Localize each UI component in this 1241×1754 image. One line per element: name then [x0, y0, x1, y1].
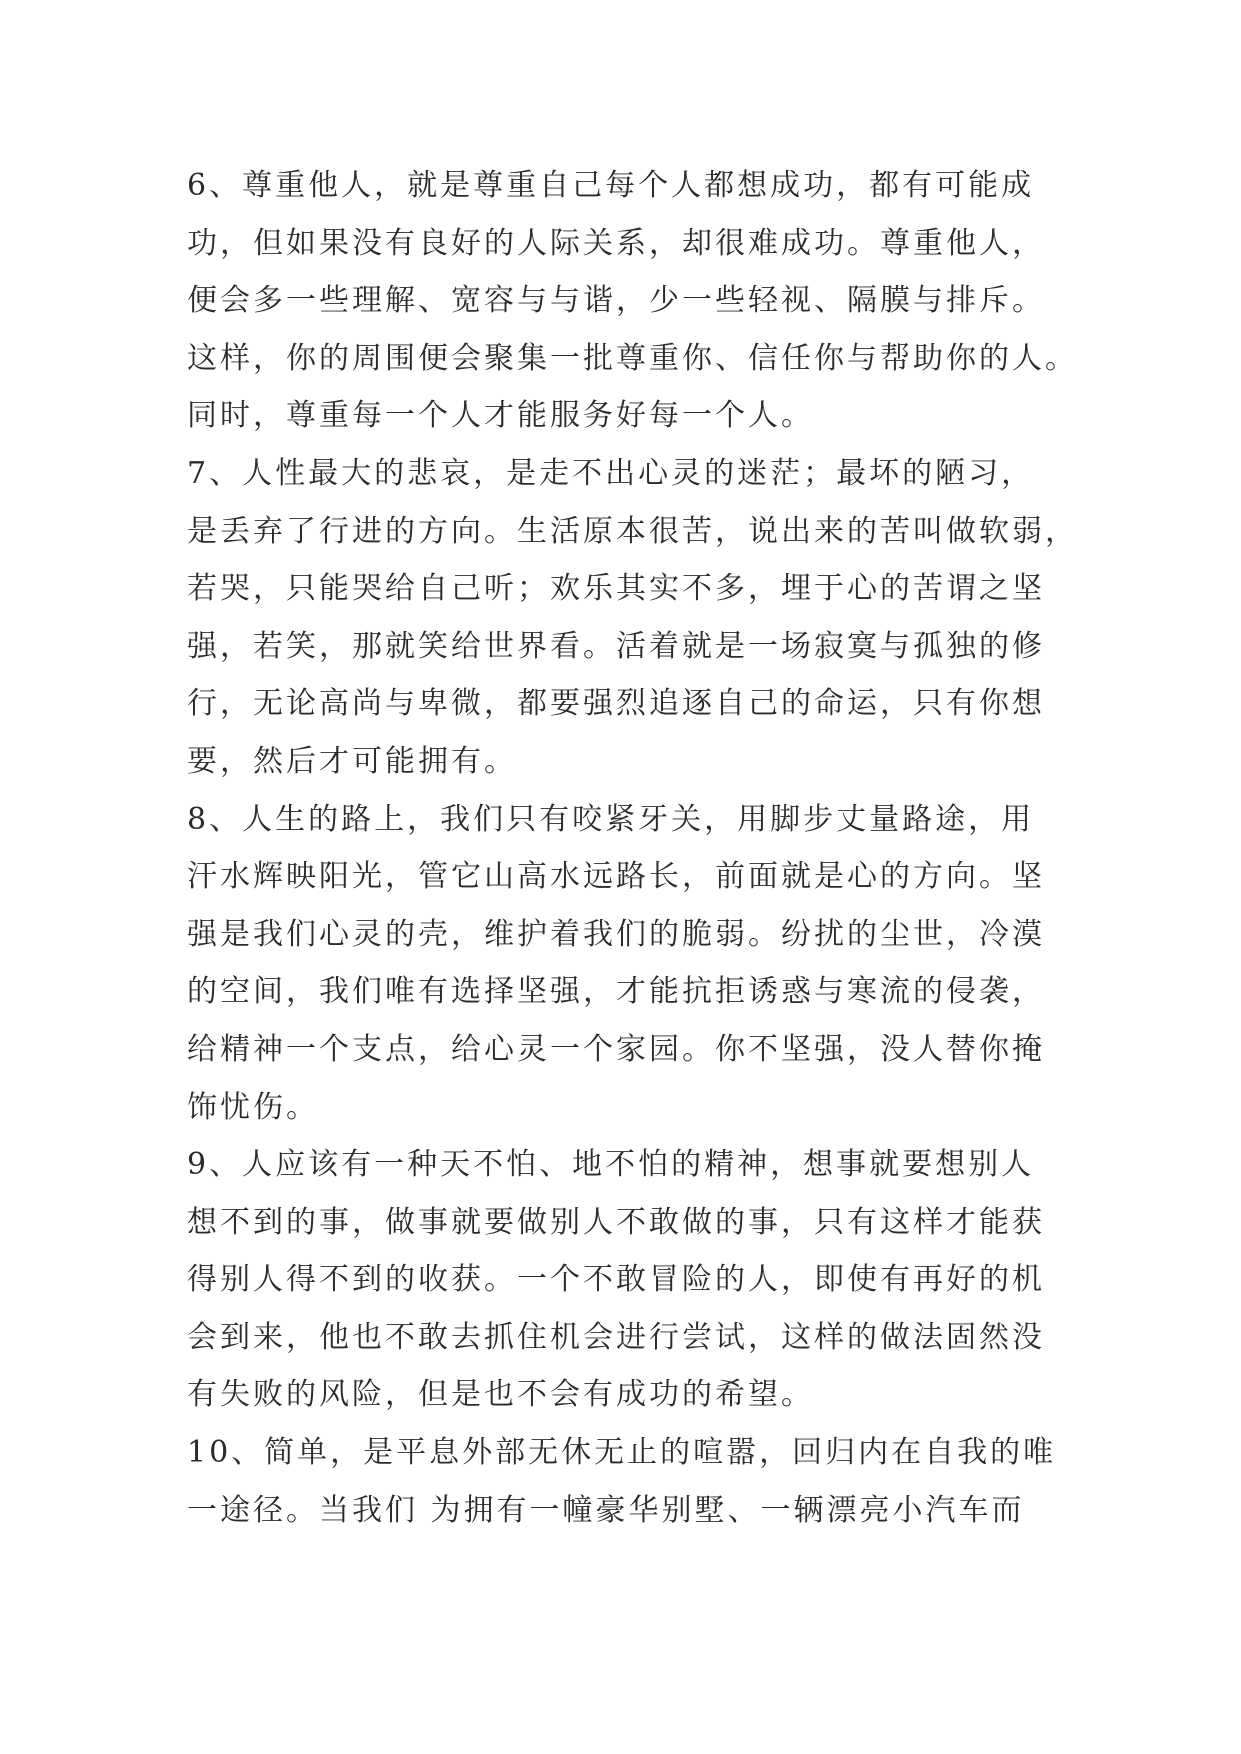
- text-line: 要，然后才可能拥有。: [187, 743, 517, 779]
- text-line: 10、简单，是平息外部无休无止的喧嚣，回归内在自我的唯: [187, 1435, 1057, 1471]
- text-line: 会到来，他也不敢去抓住机会进行尝试，这样的做法固然没: [187, 1319, 1045, 1355]
- text-line: 想不到的事，做事就要做别人不敢做的事，只有这样才能获: [187, 1204, 1045, 1240]
- text-line: 8、人生的路上，我们只有咬紧牙关，用脚步丈量路途，用: [187, 801, 1035, 837]
- text-line: 7、人性最大的悲哀，是走不出心灵的迷茫；最坏的陋习，: [187, 455, 1035, 491]
- text-line: 是丢弃了行进的方向。生活原本很苦，说出来的苦叫做软弱，: [187, 513, 1078, 549]
- text-line: 强是我们心灵的壳，维护着我们的脆弱。纷扰的尘世，冷漠: [187, 916, 1045, 952]
- text-line: 强，若笑，那就笑给世界看。活着就是一场寂寞与孤独的修: [187, 628, 1045, 664]
- text-line: 的空间，我们唯有选择坚强，才能抗拒诱惑与寒流的侵袭，: [187, 974, 1045, 1010]
- text-line: 给精神一个支点，给心灵一个家园。你不坚强，没人替你掩: [187, 1031, 1045, 1067]
- text-line: 9、人应该有一种天不怕、地不怕的精神，想事就要想别人: [187, 1147, 1035, 1183]
- text-line: 若哭，只能哭给自己听；欢乐其实不多，埋于心的苦谓之坚: [187, 571, 1045, 607]
- text-line: 同时，尊重每一个人才能服务好每一个人。: [187, 398, 814, 434]
- text-line: 有失败的风险，但是也不会有成功的希望。: [187, 1377, 814, 1413]
- text-line: 行，无论高尚与卑微，都要强烈追逐自己的命运，只有你想: [187, 686, 1045, 722]
- text-line: 饰忧伤。: [187, 1089, 319, 1125]
- text-line: 功，但如果没有良好的人际关系，却很难成功。尊重他人，: [187, 225, 1045, 261]
- text-line: 汗水辉映阳光，管它山高水远路长，前面就是心的方向。坚: [187, 859, 1045, 895]
- text-line: 便会多一些理解、宽容与与谐，少一些轻视、隔膜与排斥。: [187, 283, 1045, 319]
- document-body: [187, 157, 1078, 1539]
- text-line: 6、尊重他人，就是尊重自己每个人都想成功，都有可能成: [187, 168, 1035, 203]
- text-line: 这样，你的周围便会聚集一批尊重你、信任你与帮助你的人。: [187, 340, 1078, 376]
- text-line: 得别人得不到的收获。一个不敢冒险的人，即使有再好的机: [187, 1262, 1045, 1298]
- text-line: 一途径。当我们 为拥有一幢豪华别墅、一辆漂亮小汽车而: [187, 1492, 1025, 1528]
